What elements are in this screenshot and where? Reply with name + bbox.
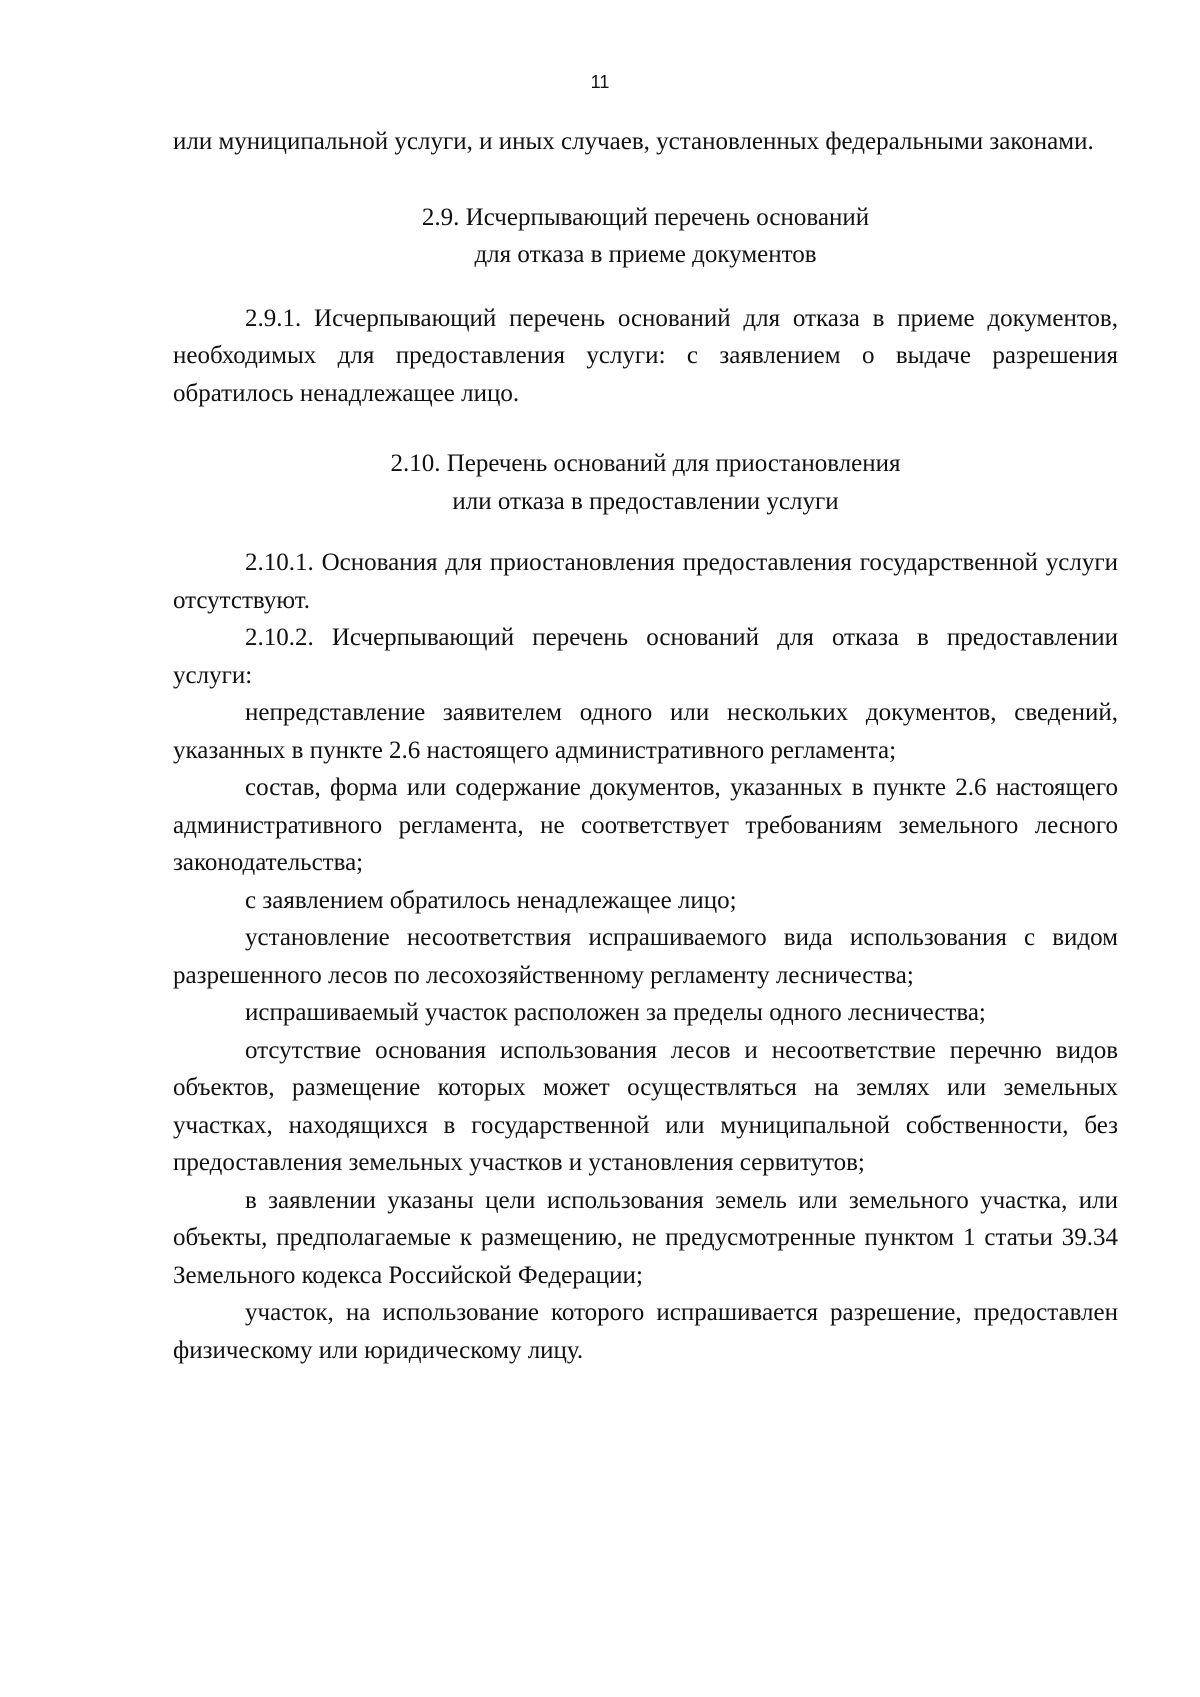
spacer <box>173 161 1118 199</box>
paragraph-2-9-1: 2.9.1. Исчерпывающий перечень оснований для отказа в приеме документов, необходимых для предоставления услуги: с заявлением о выдаче разрешения обратилось ненадлежащее лицо. <box>173 304 1118 407</box>
refusal-ground-item: установление несоответствия испрашиваемого вида использования с видом разрешенного лесов по лесохозяйственному регламенту лесничества; <box>173 924 1118 989</box>
section-2-9-heading-line2: для отказа в приеме документов <box>474 241 817 268</box>
refusal-ground-item: отсутствие основания использования лесов и несоответствие перечню видов объектов, размещение которых может осуществляться на землях или земельных участках, находящихся в государственной или муниципальной собственности, без предоставления земельных участков и установления сервитутов; <box>173 1036 1118 1176</box>
refusal-ground-item: в заявлении указаны цели использования земель или земельного участка, или объекты, предполагаемые к размещению, не предусмотренные пунктом 1 статьи 39.34 Земельного кодекса Российской Федерации; <box>173 1186 1118 1289</box>
section-2-9-heading-line1: 2.9. Исчерпывающий перечень оснований <box>421 203 870 231</box>
refusal-ground-item: непредставление заявителем одного или нескольких документов, сведений, указанных в пункте 2.6 настоящего административного регламента; <box>173 699 1118 764</box>
refusal-ground-item: состав, форма или содержание документов, указанных в пункте 2.6 настоящего административного регламента, не соответствует требованиям земельного лесного законодательства; <box>173 774 1118 876</box>
section-2-10-heading <box>173 445 1118 520</box>
intro-paragraph: или муниципальной услуги, и иных случаев, установленных федеральными законами. <box>173 128 1094 155</box>
refusal-ground-item: участок, на использование которого испрашивается разрешение, предоставлен физическому или юридическому лицу. <box>173 1299 1118 1364</box>
section-2-9-heading <box>173 199 1118 274</box>
refusal-ground-item: испрашиваемый участок расположен за пределы одного лесничества; <box>245 999 986 1026</box>
document-body <box>173 123 1118 1369</box>
page-number: 11 <box>590 72 610 92</box>
paragraph-2-10-2: 2.10.2. Исчерпывающий перечень оснований для отказа в предоставлении услуги: <box>173 624 1118 689</box>
spacer <box>173 274 1118 300</box>
spacer <box>173 520 1118 544</box>
paragraph-2-10-1: 2.10.1. Основания для приостановления предоставления государственной услуги отсутствуют. <box>173 549 1118 614</box>
spacer <box>173 412 1118 445</box>
section-2-10-heading-line2: или отказа в предоставлении услуги <box>452 487 839 515</box>
refusal-ground-item: с заявлением обратилось ненадлежащее лицо; <box>245 886 737 914</box>
section-2-10-heading-line1: 2.10. Перечень оснований для приостановления <box>390 450 901 477</box>
